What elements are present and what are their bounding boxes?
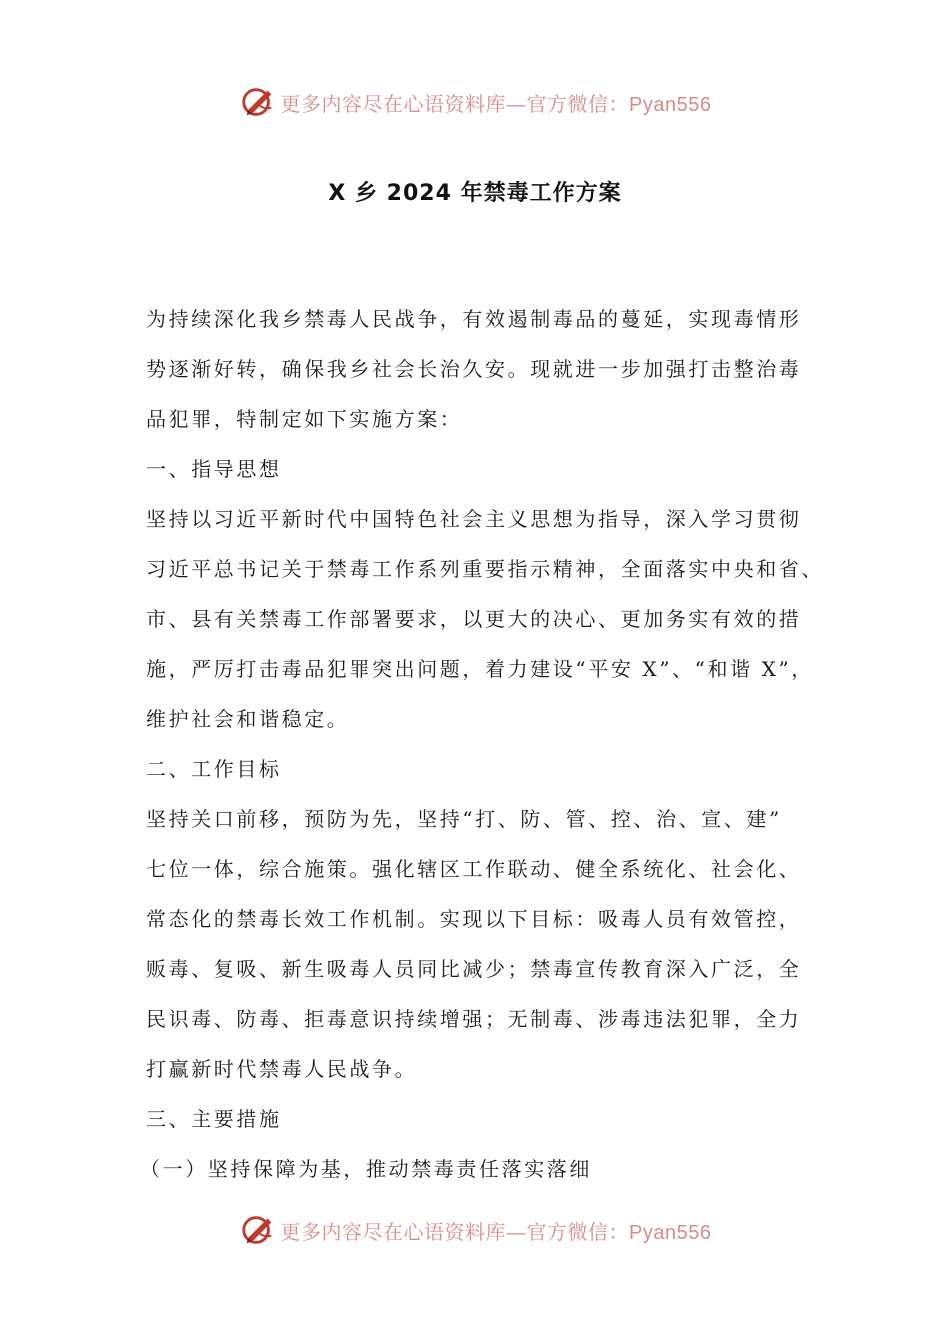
body-line: 贩毒、复吸、新生吸毒人员同比减少；禁毒宣传教育深入广泛，全 — [146, 957, 802, 981]
pen-logo-icon — [239, 1211, 277, 1249]
section-heading-guiding-thought: 一、指导思想 — [146, 457, 282, 481]
body-line: 民识毒、防毒、拒毒意识持续增强；无制毒、涉毒违法犯罪，全力 — [146, 1007, 802, 1031]
section-heading-work-goals: 二、工作目标 — [146, 757, 282, 781]
watermark-wechat-id: Pyan556 — [629, 1221, 712, 1244]
body-line: 坚持以习近平新时代中国特色社会主义思想为指导，深入学习贯彻 — [146, 507, 802, 531]
body-line: 坚持关口前移，预防为先，坚持“打、防、管、控、治、宣、建” — [146, 807, 782, 831]
body-line: 品犯罪，特制定如下实施方案： — [146, 407, 463, 431]
subsection-heading: （一）坚持保障为基，推动禁毒责任落实落细 — [140, 1157, 592, 1181]
watermark-text: 更多内容尽在心语资料库—官方微信： — [280, 1219, 630, 1244]
document-title: X 乡 2024 年禁毒工作方案 — [328, 181, 622, 206]
body-line: 维护社会和谐稳定。 — [146, 707, 350, 731]
watermark-wechat-id: Pyan556 — [629, 93, 712, 116]
section-heading-main-measures: 三、主要措施 — [146, 1107, 282, 1131]
body-line: 势逐渐好转，确保我乡社会长治久安。现就进一步加强打击整治毒 — [146, 357, 802, 381]
watermark-footer — [0, 1208, 950, 1252]
body-line: 为持续深化我乡禁毒人民战争，有效遏制毒品的蔓延，实现毒情形 — [146, 307, 802, 331]
watermark-header — [0, 80, 950, 124]
body-line: 七位一体，综合施策。强化辖区工作联动、健全系统化、社会化、 — [146, 857, 802, 881]
body-line: 打赢新时代禁毒人民战争。 — [146, 1057, 418, 1081]
pen-logo-icon — [239, 83, 277, 121]
body-line: 市、县有关禁毒工作部署要求，以更大的决心、更加务实有效的措 — [146, 607, 802, 631]
body-line: 施，严厉打击毒品犯罪突出问题，着力建设“平安 X”、“和谐 X”， — [146, 657, 814, 681]
watermark-text: 更多内容尽在心语资料库—官方微信： — [280, 91, 630, 116]
document-body — [140, 294, 824, 1194]
body-line: 习近平总书记关于禁毒工作系列重要指示精神，全面落实中央和省、 — [146, 557, 824, 581]
body-line: 常态化的禁毒长效工作机制。实现以下目标：吸毒人员有效管控， — [146, 907, 802, 931]
